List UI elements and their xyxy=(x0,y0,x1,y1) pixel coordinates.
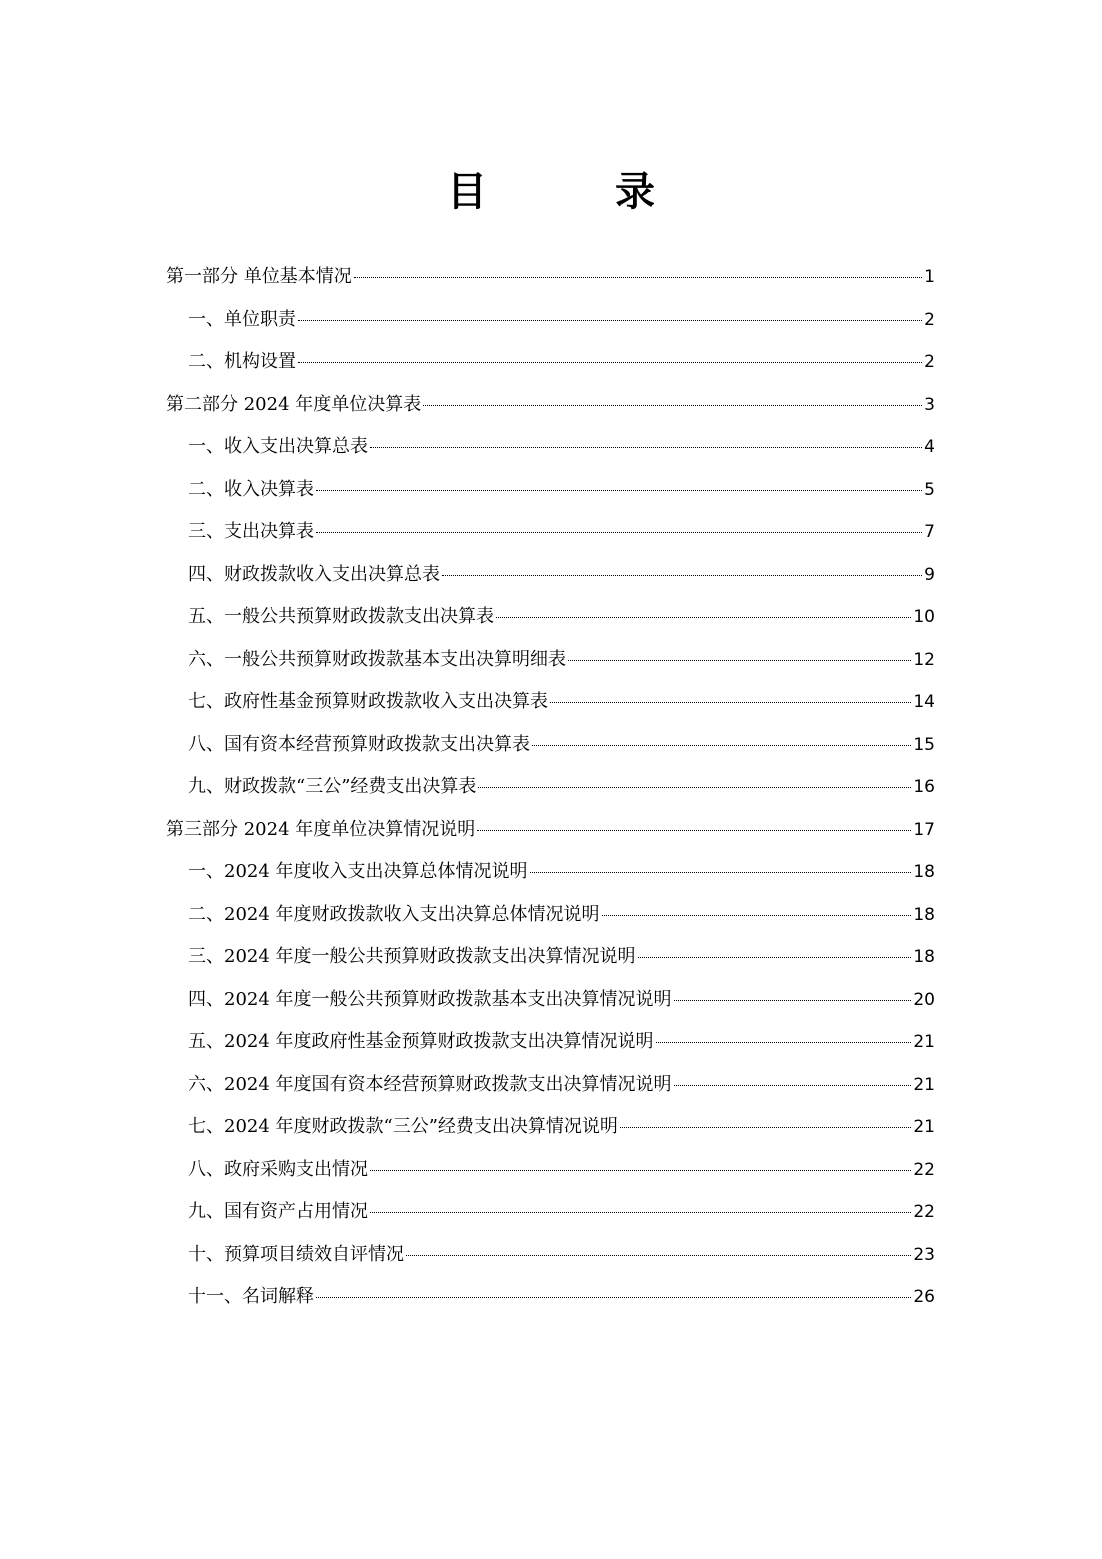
toc-entry[interactable] xyxy=(166,936,935,979)
toc-dot-leader xyxy=(298,319,922,321)
toc-dot-leader xyxy=(602,914,912,916)
toc-entry[interactable] xyxy=(166,979,935,1022)
toc-entry-label: 五、2024 年度政府性基金预算财政拨款支出决算情况说明 xyxy=(188,1031,654,1052)
toc-entry-label: 五、一般公共预算财政拨款支出决算表 xyxy=(188,606,494,627)
toc-entry-label: 八、国有资本经营预算财政拨款支出决算表 xyxy=(188,733,530,755)
toc-entry[interactable] xyxy=(166,554,935,597)
toc-entry[interactable] xyxy=(166,596,935,639)
toc-dot-leader xyxy=(496,616,911,618)
toc-entry-label: 一、单位职责 xyxy=(188,308,296,330)
toc-entry-label: 四、财政拨款收入支出决算总表 xyxy=(188,563,440,585)
toc-page-number: 23 xyxy=(913,1244,935,1265)
toc-entry[interactable] xyxy=(166,894,935,937)
toc-dot-leader xyxy=(620,1126,911,1128)
toc-entry-label: 二、机构设置 xyxy=(188,351,296,372)
toc-page-number: 26 xyxy=(913,1287,935,1307)
toc-page-number: 2 xyxy=(924,352,935,372)
toc-entry[interactable] xyxy=(166,766,935,809)
toc-entry[interactable] xyxy=(166,426,935,469)
toc-page-number: 12 xyxy=(913,649,935,670)
toc-entry-label: 二、收入决算表 xyxy=(188,478,314,500)
toc-page-number: 4 xyxy=(924,437,935,457)
toc-dot-leader xyxy=(656,1041,912,1043)
toc-dot-leader xyxy=(674,1084,912,1086)
toc-entry[interactable] xyxy=(166,384,935,427)
toc-entry[interactable] xyxy=(166,809,935,852)
toc-page-number: 18 xyxy=(913,862,935,882)
toc-entry-label: 七、2024 年度财政拨款“三公”经费支出决算情况说明 xyxy=(188,1116,618,1137)
toc-entry-label: 第二部分 2024 年度单位决算表 xyxy=(166,393,422,415)
toc-dot-leader xyxy=(316,531,922,533)
toc-page-number: 22 xyxy=(913,1202,935,1222)
toc-page-number: 10 xyxy=(913,607,935,627)
table-of-contents xyxy=(166,256,935,1319)
toc-entry-label: 六、2024 年度国有资本经营预算财政拨款支出决算情况说明 xyxy=(188,1073,672,1095)
toc-page-number: 20 xyxy=(913,989,935,1010)
toc-page-number: 7 xyxy=(924,522,935,542)
toc-entry[interactable] xyxy=(166,681,935,724)
toc-page-number: 15 xyxy=(913,734,935,755)
toc-dot-leader xyxy=(354,276,922,278)
toc-entry[interactable] xyxy=(166,724,935,767)
toc-entry-label: 第一部分 单位基本情况 xyxy=(166,266,352,287)
toc-entry-label: 二、2024 年度财政拨款收入支出决算总体情况说明 xyxy=(188,903,600,925)
toc-entry-label: 一、2024 年度收入支出决算总体情况说明 xyxy=(188,861,528,882)
toc-dot-leader xyxy=(478,786,911,788)
toc-dot-leader xyxy=(442,574,922,576)
toc-dot-leader xyxy=(532,744,911,746)
toc-dot-leader xyxy=(370,1211,911,1213)
toc-page-number: 9 xyxy=(924,564,935,585)
toc-entry-label: 十、预算项目绩效自评情况 xyxy=(188,1243,404,1265)
toc-dot-leader xyxy=(550,701,911,703)
toc-page-number: 18 xyxy=(913,947,935,967)
toc-entry-label: 三、支出决算表 xyxy=(188,521,314,542)
toc-dot-leader xyxy=(638,956,912,958)
toc-entry[interactable] xyxy=(166,511,935,554)
toc-dot-leader xyxy=(477,829,911,831)
toc-entry-label: 九、国有资产占用情况 xyxy=(188,1201,368,1222)
toc-entry-label: 四、2024 年度一般公共预算财政拨款基本支出决算情况说明 xyxy=(188,988,672,1010)
toc-dot-leader xyxy=(370,446,922,448)
toc-entry-label: 十一、名词解释 xyxy=(188,1286,314,1307)
toc-dot-leader xyxy=(406,1254,911,1256)
toc-entry[interactable] xyxy=(166,299,935,342)
toc-entry-label: 七、政府性基金预算财政拨款收入支出决算表 xyxy=(188,691,548,712)
toc-entry[interactable] xyxy=(166,1064,935,1107)
toc-entry-label: 三、2024 年度一般公共预算财政拨款支出决算情况说明 xyxy=(188,946,636,967)
toc-entry[interactable] xyxy=(166,256,935,299)
toc-page-number: 2 xyxy=(924,309,935,330)
toc-entry-label: 第三部分 2024 年度单位决算情况说明 xyxy=(166,818,476,840)
toc-page-number: 14 xyxy=(913,692,935,712)
toc-entry-label: 八、政府采购支出情况 xyxy=(188,1158,368,1180)
toc-entry[interactable] xyxy=(166,1021,935,1064)
toc-dot-leader xyxy=(423,404,922,406)
toc-page-number: 21 xyxy=(913,1074,935,1095)
toc-page-number: 16 xyxy=(913,777,935,797)
toc-dot-leader xyxy=(370,1169,911,1171)
toc-page-number: 1 xyxy=(924,267,935,287)
toc-dot-leader xyxy=(316,489,922,491)
toc-page-number: 21 xyxy=(913,1117,935,1137)
toc-page-number: 22 xyxy=(913,1159,935,1180)
toc-dot-leader xyxy=(530,871,912,873)
toc-entry[interactable] xyxy=(166,469,935,512)
toc-entry-label: 九、财政拨款“三公”经费支出决算表 xyxy=(188,776,477,797)
toc-entry-label: 一、收入支出决算总表 xyxy=(188,436,368,457)
toc-page-number: 18 xyxy=(913,904,935,925)
toc-page-number: 3 xyxy=(924,394,935,415)
toc-page-number: 5 xyxy=(924,479,935,500)
toc-entry-label: 六、一般公共预算财政拨款基本支出决算明细表 xyxy=(188,648,566,670)
toc-dot-leader xyxy=(298,361,922,363)
page-title: 目 录 xyxy=(447,169,699,215)
toc-entry[interactable] xyxy=(166,341,935,384)
toc-entry[interactable] xyxy=(166,639,935,682)
toc-entry[interactable] xyxy=(166,1106,935,1149)
toc-entry[interactable] xyxy=(166,1191,935,1234)
toc-page-number: 17 xyxy=(913,819,935,840)
toc-page-number: 21 xyxy=(913,1032,935,1052)
toc-entry[interactable] xyxy=(166,1276,935,1319)
toc-entry[interactable] xyxy=(166,1149,935,1192)
toc-dot-leader xyxy=(568,659,911,661)
toc-dot-leader xyxy=(316,1296,911,1298)
toc-entry[interactable] xyxy=(166,851,935,894)
toc-entry[interactable] xyxy=(166,1234,935,1277)
toc-dot-leader xyxy=(674,999,912,1001)
